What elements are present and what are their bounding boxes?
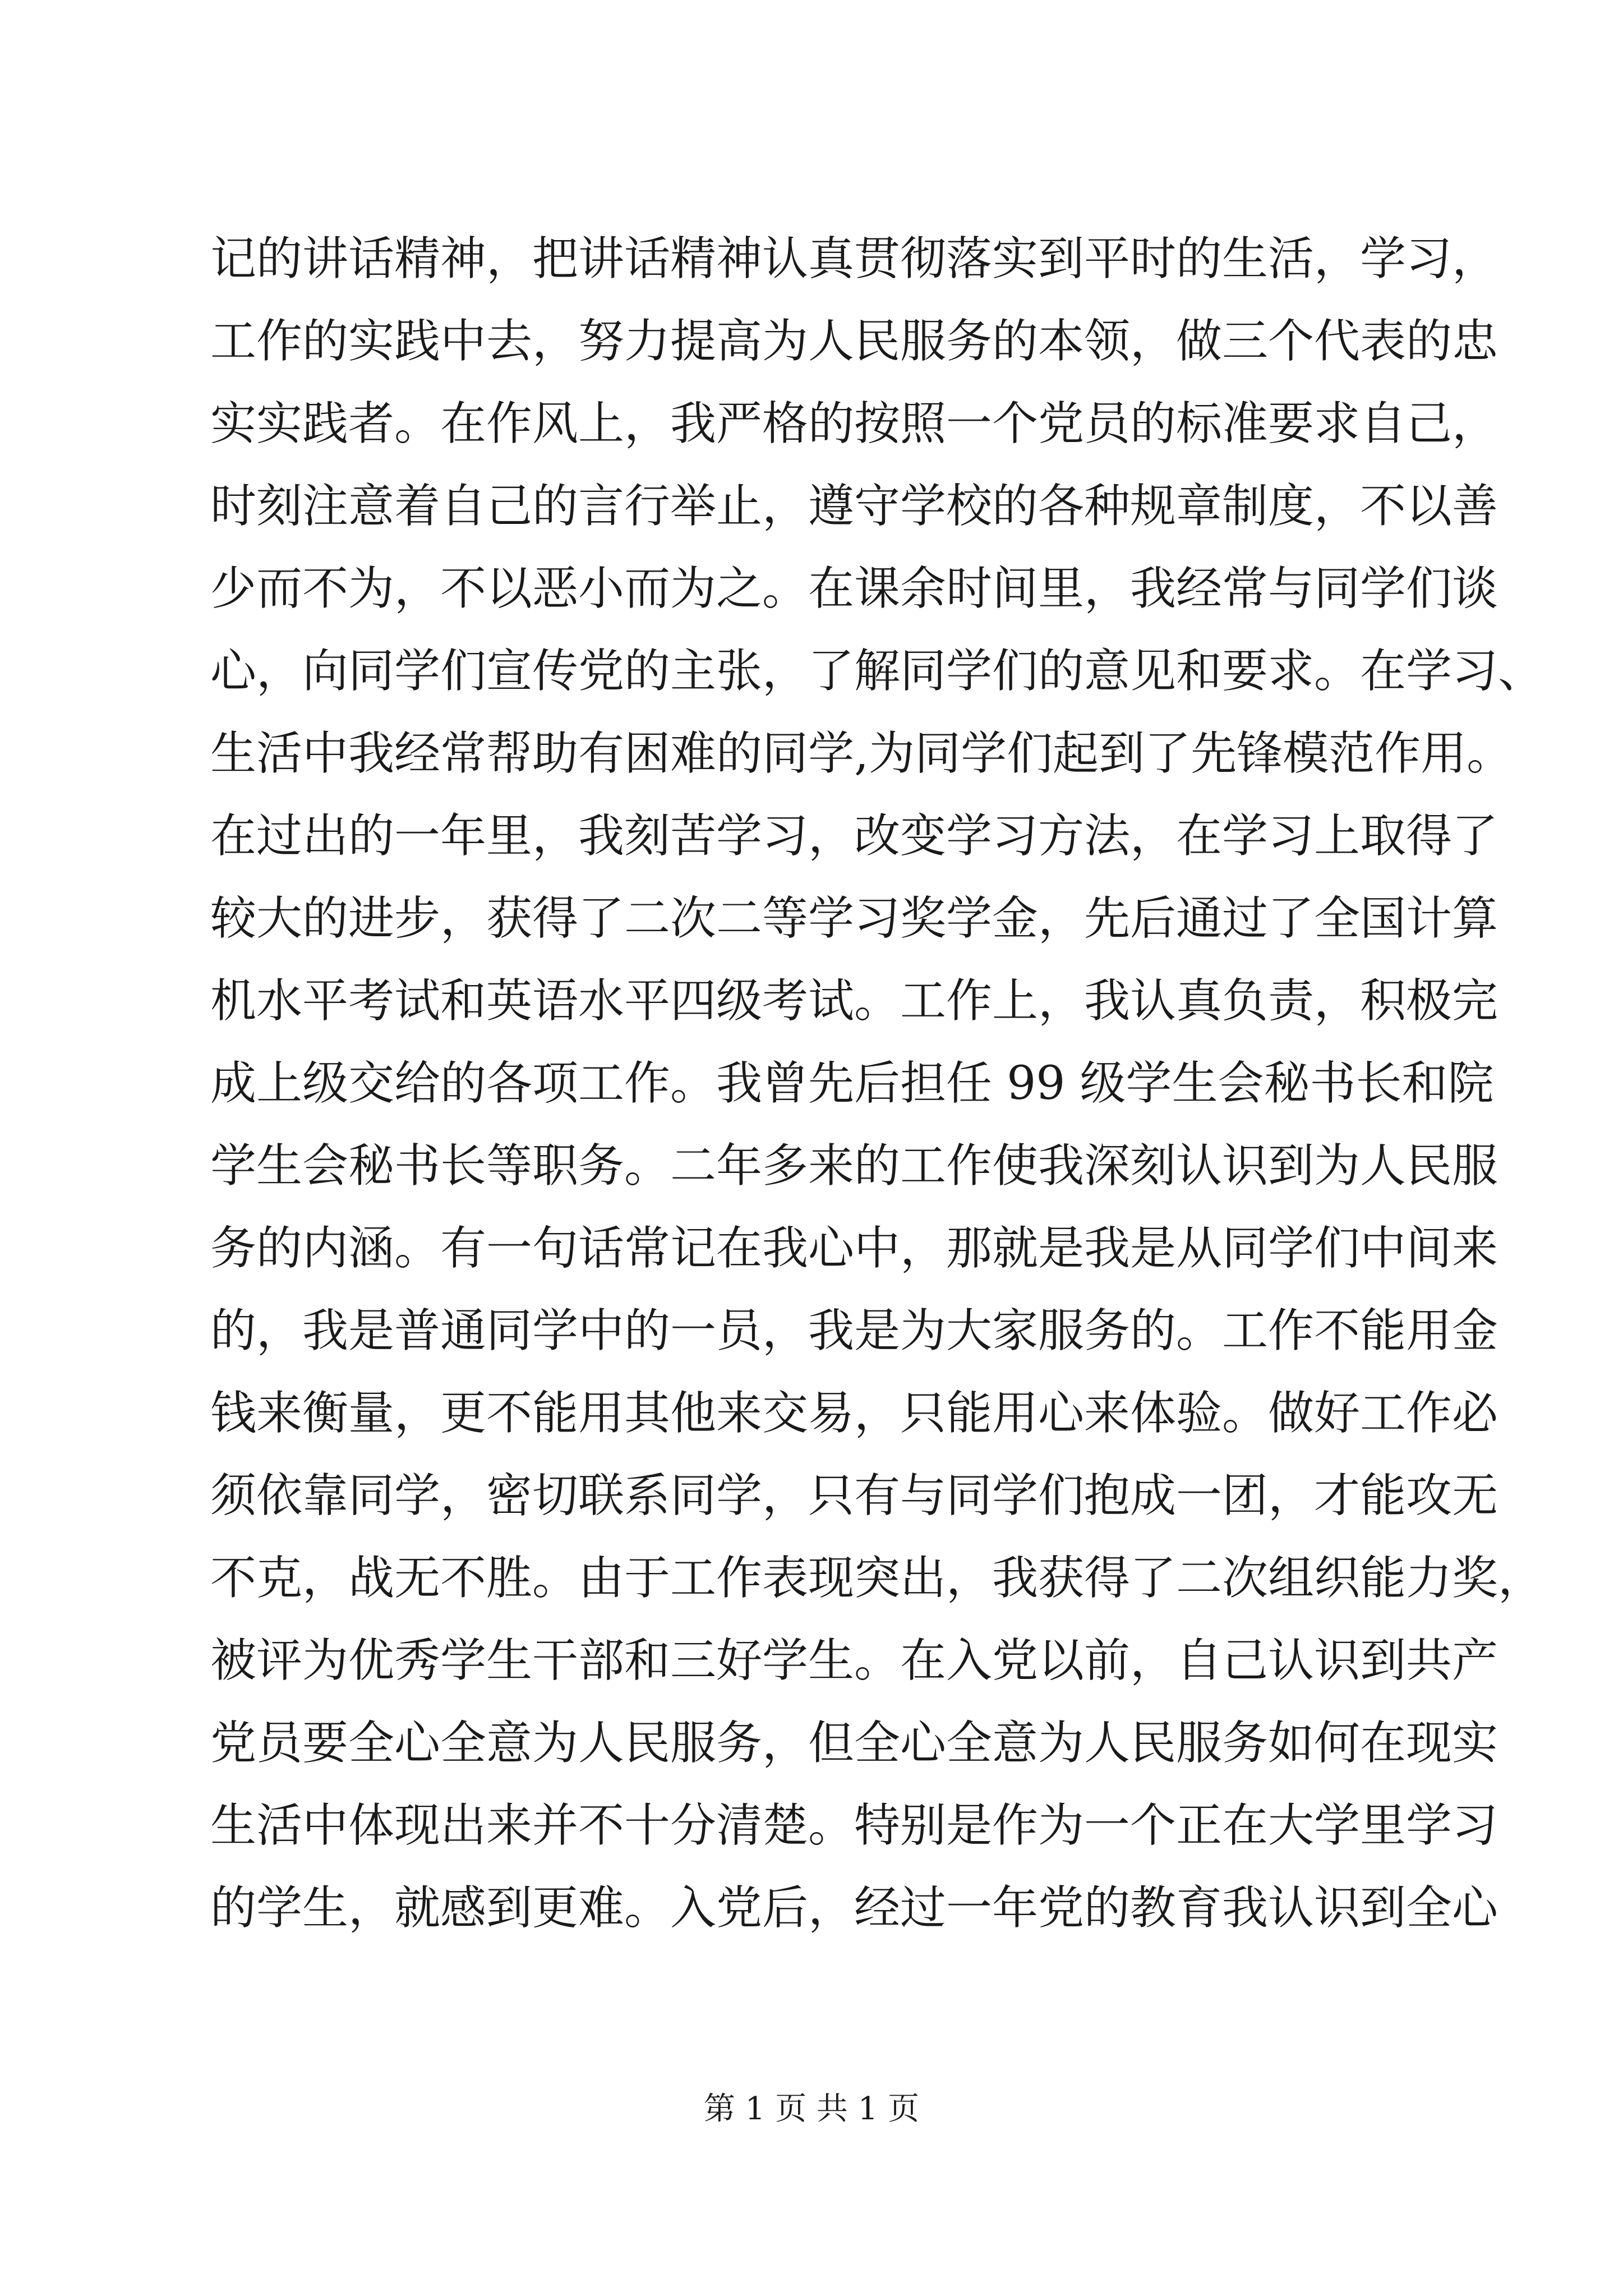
text-line: 少而不为，不以恶小而为之。在课余时间里，我经常与同学们谈: [210, 562, 1498, 615]
text-line: 记的讲话精神，把讲话精神认真贯彻落实到平时的生活，学习，: [210, 232, 1498, 286]
text-line: 学生会秘书长等职务。二年多来的工作使我深刻认识到为人民服: [210, 1139, 1498, 1193]
text-line: 须依靠同学，密切联系同学，只有与同学们抱成一团，才能攻无: [210, 1469, 1498, 1522]
text-line: 的，我是普通同学中的一员，我是为大家服务的。工作不能用金: [210, 1304, 1498, 1358]
text-line: 钱来衡量，更不能用其他来交易，只能用心来体验。做好工作必: [210, 1387, 1498, 1440]
text-line: 生活中体现出来并不十分清楚。特别是作为一个正在大学里学习: [210, 1799, 1498, 1852]
text-line: 的学生，就感到更难。入党后，经过一年党的教育我认识到全心: [210, 1881, 1498, 1935]
text-line: 较大的进步，获得了二次二等学习奖学金，先后通过了全国计算: [210, 892, 1498, 945]
text-line: 生活中我经常帮助有困难的同学,为同学们起到了先锋模范作用。: [210, 727, 1513, 780]
text-line: 时刻注意着自己的言行举止，遵守学校的各种规章制度，不以善: [210, 480, 1498, 533]
text-line: 机水平考试和英语水平四级考试。工作上，我认真负责，积极完: [210, 974, 1498, 1028]
text-line: 实实践者。在作风上，我严格的按照一个党员的标准要求自己，: [210, 397, 1498, 450]
text-line: 心，向同学们宣传党的主张，了解同学们的意见和要求。在学习、: [210, 645, 1544, 698]
text-line: 被评为优秀学生干部和三好学生。在入党以前，自己认识到共产: [210, 1634, 1498, 1687]
text-line: 党员要全心全意为人民服务，但全心全意为人民服务如何在现实: [210, 1717, 1498, 1770]
text-line: 工作的实践中去，努力提高为人民服务的本领，做三个代表的忠: [210, 315, 1498, 368]
text-line: 务的内涵。有一句话常记在我心中，那就是我是从同学们中间来: [210, 1222, 1498, 1275]
text-line: 成上级交给的各项工作。我曾先后担任 99 级学生会秘书长和院: [210, 1057, 1494, 1110]
text-line: 不克，战无不胜。由于工作表现突出，我获得了二次组织能力奖，: [210, 1552, 1544, 1605]
body-text: [210, 218, 1544, 1949]
page-footer: 第 1 页 共 1 页: [703, 2091, 920, 2127]
text-line: 在过出的一年里，我刻苦学习，改变学习方法，在学习上取得了: [210, 809, 1498, 863]
